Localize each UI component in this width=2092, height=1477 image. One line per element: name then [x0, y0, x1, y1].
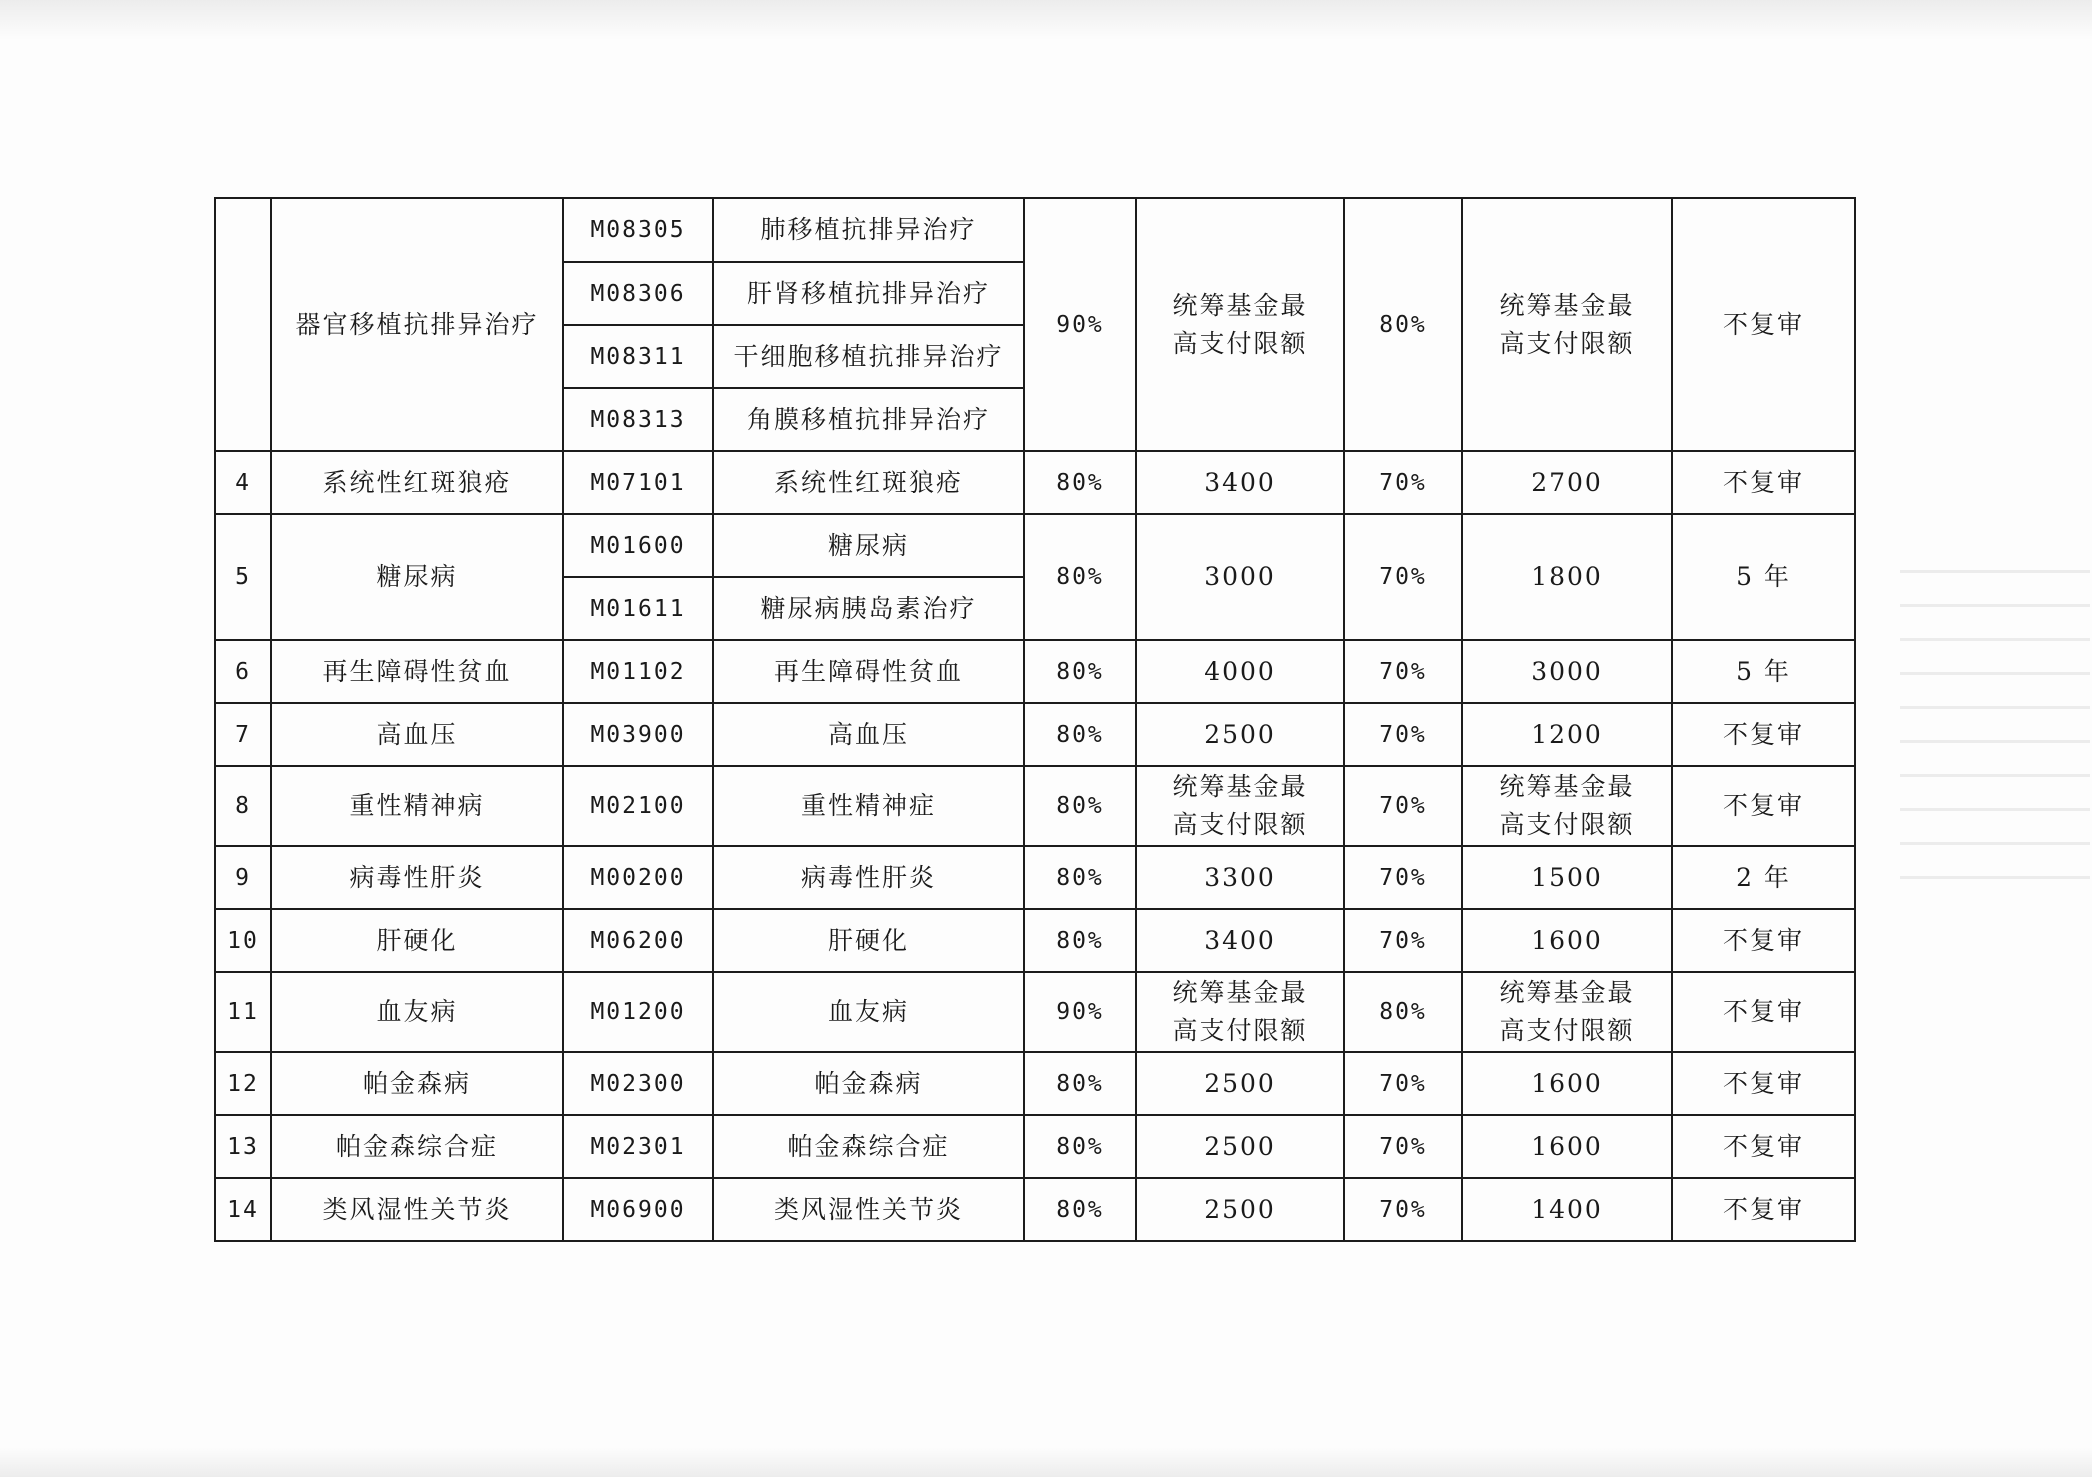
item-code: M02300	[563, 1052, 713, 1115]
limit-2: 1800	[1462, 514, 1672, 640]
limit-1: 3400	[1136, 451, 1344, 514]
item-code: M08306	[563, 262, 713, 325]
rate-2: 70%	[1344, 640, 1462, 703]
review-period: 5 年	[1672, 640, 1855, 703]
item-code: M08311	[563, 325, 713, 388]
limit-1: 统筹基金最高支付限额	[1136, 766, 1344, 846]
disease-name: 血友病	[271, 972, 563, 1052]
rate-1: 80%	[1024, 909, 1136, 972]
rate-1: 80%	[1024, 703, 1136, 766]
item-code: M03900	[563, 703, 713, 766]
table-row	[215, 198, 1855, 262]
review-period: 5 年	[1672, 514, 1855, 640]
review-period: 2 年	[1672, 846, 1855, 909]
rate-1: 80%	[1024, 514, 1136, 640]
limit-1: 3300	[1136, 846, 1344, 909]
limit-2: 1600	[1462, 1115, 1672, 1178]
disease-reimbursement-table	[214, 197, 1856, 1242]
row-seq: 13	[215, 1115, 271, 1178]
review-period: 不复审	[1672, 972, 1855, 1052]
limit-2: 统筹基金最高支付限额	[1462, 766, 1672, 846]
rate-1: 80%	[1024, 846, 1136, 909]
rate-2: 70%	[1344, 846, 1462, 909]
disease-name: 糖尿病	[271, 514, 563, 640]
disease-name: 帕金森病	[271, 1052, 563, 1115]
limit-2: 1600	[1462, 1052, 1672, 1115]
item-name: 高血压	[713, 703, 1024, 766]
table-row	[215, 909, 1855, 972]
limit-2: 统筹基金最高支付限额	[1462, 198, 1672, 451]
limit-2: 统筹基金最高支付限额	[1462, 972, 1672, 1052]
item-name: 肝硬化	[713, 909, 1024, 972]
rate-1: 80%	[1024, 451, 1136, 514]
rate-2: 70%	[1344, 1052, 1462, 1115]
scan-edge-bottom	[0, 1447, 2092, 1477]
row-seq: 14	[215, 1178, 271, 1241]
row-seq: 8	[215, 766, 271, 846]
review-period: 不复审	[1672, 766, 1855, 846]
item-code: M01611	[563, 577, 713, 640]
row-seq: 11	[215, 972, 271, 1052]
item-name: 类风湿性关节炎	[713, 1178, 1024, 1241]
item-name: 再生障碍性贫血	[713, 640, 1024, 703]
limit-1: 统筹基金最高支付限额	[1136, 972, 1344, 1052]
item-code: M08305	[563, 198, 713, 262]
rate-2: 70%	[1344, 703, 1462, 766]
item-name: 干细胞移植抗排异治疗	[713, 325, 1024, 388]
limit-2: 1500	[1462, 846, 1672, 909]
rate-2: 80%	[1344, 198, 1462, 451]
limit-2: 3000	[1462, 640, 1672, 703]
table-row	[215, 766, 1855, 846]
disease-name: 高血压	[271, 703, 563, 766]
item-name: 角膜移植抗排异治疗	[713, 388, 1024, 451]
table-row	[215, 1115, 1855, 1178]
item-name: 病毒性肝炎	[713, 846, 1024, 909]
limit-1: 2500	[1136, 1052, 1344, 1115]
review-period: 不复审	[1672, 1052, 1855, 1115]
rate-2: 80%	[1344, 972, 1462, 1052]
rate-2: 70%	[1344, 514, 1462, 640]
disease-name: 肝硬化	[271, 909, 563, 972]
row-seq: 5	[215, 514, 271, 640]
rate-2: 70%	[1344, 1178, 1462, 1241]
review-period: 不复审	[1672, 909, 1855, 972]
item-name: 帕金森病	[713, 1052, 1024, 1115]
rate-2: 70%	[1344, 909, 1462, 972]
table-row	[215, 972, 1855, 1052]
scan-edge-top	[0, 0, 2092, 40]
item-name: 肺移植抗排异治疗	[713, 198, 1024, 262]
rate-1: 90%	[1024, 198, 1136, 451]
rate-1: 80%	[1024, 1178, 1136, 1241]
limit-2: 2700	[1462, 451, 1672, 514]
limit-1: 统筹基金最高支付限额	[1136, 198, 1344, 451]
review-period: 不复审	[1672, 198, 1855, 451]
item-code: M06200	[563, 909, 713, 972]
disease-name: 帕金森综合症	[271, 1115, 563, 1178]
review-period: 不复审	[1672, 451, 1855, 514]
item-name: 糖尿病	[713, 514, 1024, 577]
rate-2: 70%	[1344, 766, 1462, 846]
limit-1: 4000	[1136, 640, 1344, 703]
disease-name: 病毒性肝炎	[271, 846, 563, 909]
limit-1: 2500	[1136, 703, 1344, 766]
item-name: 系统性红斑狼疮	[713, 451, 1024, 514]
limit-1: 3400	[1136, 909, 1344, 972]
table-row	[215, 451, 1855, 514]
item-name: 帕金森综合症	[713, 1115, 1024, 1178]
table-row	[215, 1178, 1855, 1241]
item-name: 血友病	[713, 972, 1024, 1052]
limit-1: 3000	[1136, 514, 1344, 640]
rate-1: 90%	[1024, 972, 1136, 1052]
item-code: M02100	[563, 766, 713, 846]
disease-name: 类风湿性关节炎	[271, 1178, 563, 1241]
item-code: M01200	[563, 972, 713, 1052]
scan-marks	[1900, 570, 2090, 900]
row-seq: 4	[215, 451, 271, 514]
item-code: M06900	[563, 1178, 713, 1241]
table-row	[215, 1052, 1855, 1115]
rate-1: 80%	[1024, 1052, 1136, 1115]
table-row	[215, 514, 1855, 577]
limit-1: 2500	[1136, 1115, 1344, 1178]
limit-2: 1200	[1462, 703, 1672, 766]
row-seq	[215, 198, 271, 451]
limit-2: 1400	[1462, 1178, 1672, 1241]
rate-1: 80%	[1024, 1115, 1136, 1178]
rate-1: 80%	[1024, 640, 1136, 703]
item-code: M07101	[563, 451, 713, 514]
item-code: M01102	[563, 640, 713, 703]
row-seq: 12	[215, 1052, 271, 1115]
item-code: M08313	[563, 388, 713, 451]
item-code: M01600	[563, 514, 713, 577]
limit-1: 2500	[1136, 1178, 1344, 1241]
table-row	[215, 846, 1855, 909]
item-name: 肝肾移植抗排异治疗	[713, 262, 1024, 325]
rate-2: 70%	[1344, 1115, 1462, 1178]
disease-name: 器官移植抗排异治疗	[271, 198, 563, 451]
table-row	[215, 703, 1855, 766]
row-seq: 7	[215, 703, 271, 766]
review-period: 不复审	[1672, 703, 1855, 766]
table-row	[215, 640, 1855, 703]
review-period: 不复审	[1672, 1178, 1855, 1241]
item-code: M02301	[563, 1115, 713, 1178]
review-period: 不复审	[1672, 1115, 1855, 1178]
disease-name: 重性精神病	[271, 766, 563, 846]
item-code: M00200	[563, 846, 713, 909]
item-name: 重性精神症	[713, 766, 1024, 846]
row-seq: 10	[215, 909, 271, 972]
rate-1: 80%	[1024, 766, 1136, 846]
item-name: 糖尿病胰岛素治疗	[713, 577, 1024, 640]
row-seq: 6	[215, 640, 271, 703]
limit-2: 1600	[1462, 909, 1672, 972]
rate-2: 70%	[1344, 451, 1462, 514]
disease-name: 系统性红斑狼疮	[271, 451, 563, 514]
row-seq: 9	[215, 846, 271, 909]
disease-name: 再生障碍性贫血	[271, 640, 563, 703]
